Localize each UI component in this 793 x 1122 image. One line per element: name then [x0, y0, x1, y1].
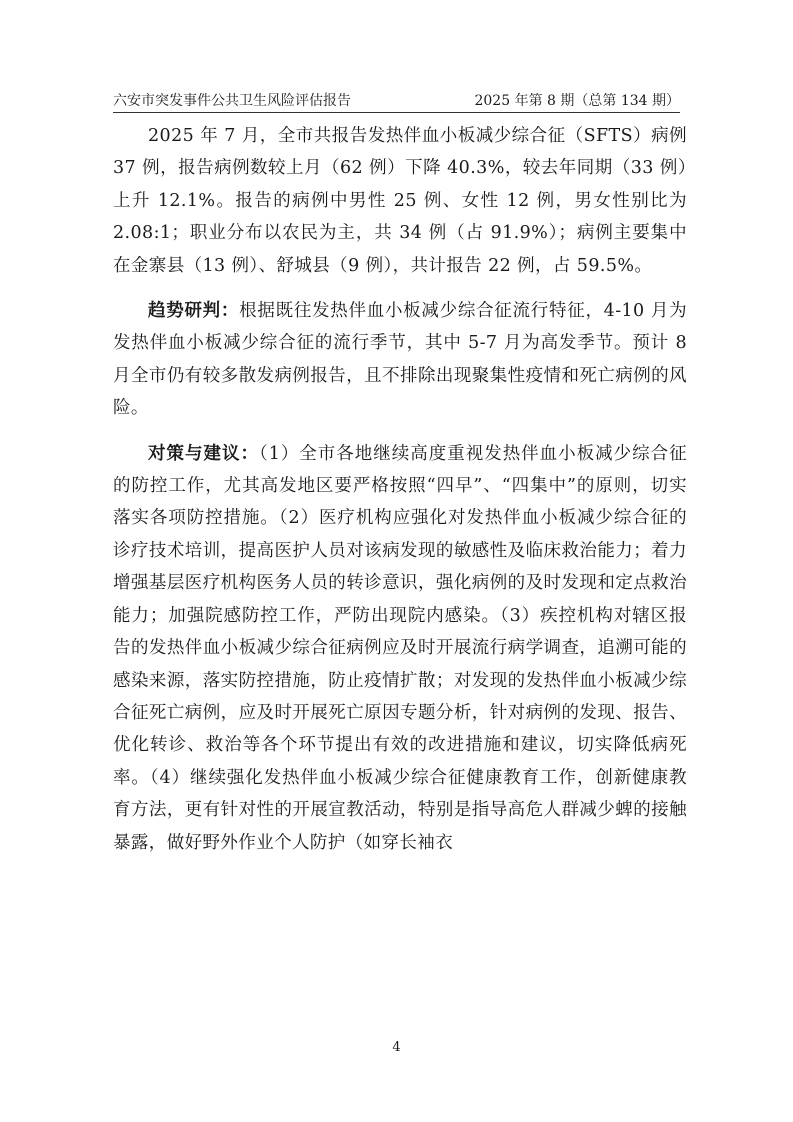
recommendations-heading: 对策与建议：: [148, 443, 259, 464]
trend-heading: 趋势研判：: [148, 301, 240, 322]
page-header: [113, 90, 680, 113]
summary-text: 2025 年 7 月，全市共报告发热伴血小板减少综合征（SFTS）病例 37 例，报告病例数较上月（62 例）下降 40.3%，较去年同期（33 例）上升 12.1%。报告的病例中男性 25 例、女性 12 例，男女性别比为 2.08:1；职业分布以农民为主，共 34 例（占 91.9%）；病例主要集中在金寨县（13 例）、舒城县（9 例），共计报告 22 例，占 59.5%。: [113, 126, 687, 276]
report-title: 六安市突发事件公共卫生风险评估报告: [113, 93, 351, 109]
page-number: 4: [392, 1040, 401, 1055]
summary-paragraph: [113, 120, 687, 282]
body-content: [113, 120, 687, 859]
issue-number: 2025 年第 8 期（总第 134 期）: [474, 93, 680, 109]
trend-text: 根据既往发热伴血小板减少综合征流行特征，4-10 月为发热伴血小板减少综合征的流行季节，其中 5-7 月为高发季节。预计 8 月全市仍有较多散发病例报告，且不排除出现聚集性疫情和死亡病例的风险。: [113, 301, 687, 419]
recommendations-paragraph: [113, 438, 687, 859]
trend-paragraph: [113, 295, 687, 425]
recommendations-text: （1）全市各地继续高度重视发热伴血小板减少综合征的防控工作，尤其高发地区要严格按照“四早”、“四集中”的原则，切实落实各项防控措施。（2）医疗机构应强化对发热伴血小板减少综合征的诊疗技术培训，提高医护人员对该病发现的敏感性及临床救治能力；着力增强基层医疗机构医务人员的转诊意识，强化病例的及时发现和定点救治能力；加强院感防控工作，严防出现院内感染。（3）疾控机构对辖区报告的发热伴血小板减少综合征病例应及时开展流行病学调查，追溯可能的感染来源，落实防控措施，防止疫情扩散；对发现的发热伴血小板减少综合征死亡病例，应及时开展死亡原因专题分析，针对病例的发现、报告、优化转诊、救治等各个环节提出有效的改进措施和建议，切实降低病死率。（4）继续强化发热伴血小板减少综合征健康教育工作，创新健康教育方法，更有针对性的开展宣教活动，特别是指导高危人群减少蜱的接触暴露，做好野外作业个人防护（如穿长袖衣: [113, 443, 688, 853]
